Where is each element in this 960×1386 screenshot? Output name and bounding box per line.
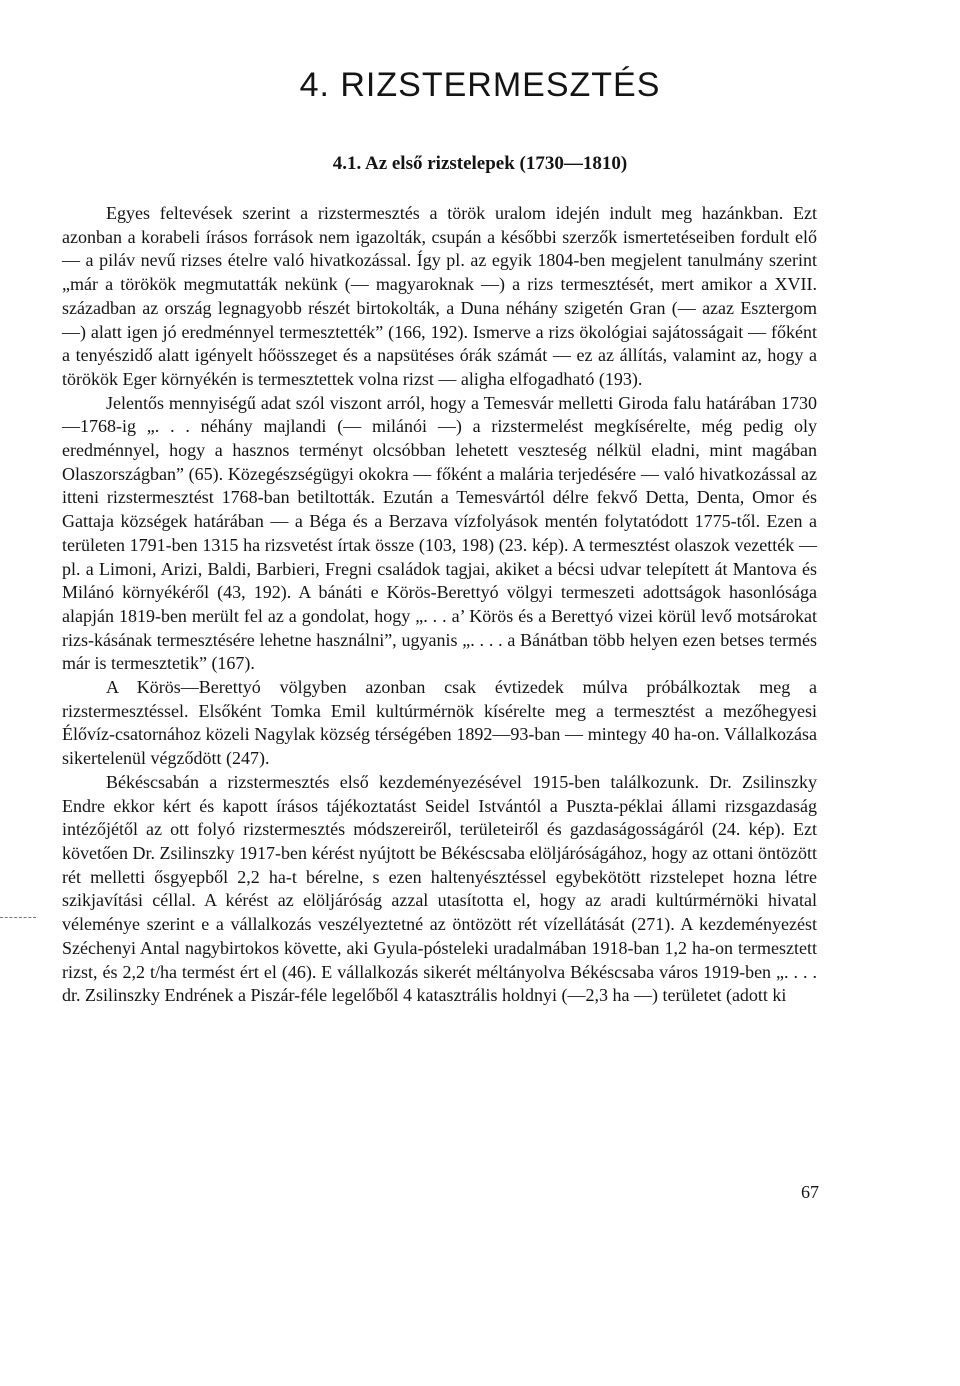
paragraph: A Körös—Berettyó völgyben azonban csak évtizedek múlva próbálkoztak meg a rizstermesztéssel. Elsőként Tomka Emil kultúrmérnök kísérelte meg a termesztést a mezőhegyesi Élővíz-csatornához közeli Nagylak község térségében 1892—93-ban — mintegy 40 ha-on. Vállalkozása sikertelenül végződött (247).: [62, 677, 817, 769]
chapter-title: 4. RIZSTERMESZTÉS: [299, 66, 661, 104]
section-title: 4.1. Az első rizstelepek (1730—1810): [332, 153, 628, 174]
paragraph: Békéscsabán a rizstermesztés első kezdeményezésével 1915-ben találkozunk. Dr. Zsilinszky Endre ekkor kért és kapott írásos tájékoztatást Seidel Istvántól a Puszta-péklai állami rizsgazdaság intézőjétől az ott folyó rizstermesztés módszereiről, területeiről és gazdaságosságáról (24. kép). Ezt követően Dr. Zsilinszky 1917-ben kérést nyújtott be Békéscsaba elöljáróságához, hogy az ottani öntözött rét melletti ősgyepből 2,2 ha-t bérelne, s ezen haltenyésztéssel egybekötött rizstelepet hozna létre szikjavítási céllal. A kérést az elöljáróság azzal utasította el, hogy az aradi kultúrmérnöki hivatal véleménye szerint e a vállalkozás veszélyeztetné az öntözött rét vízellátását (271). A kezdeményezést Széchenyi Antal nagybirtokos követte, aki Gyula-pósteleki uradalmában 1918-ban 1,2 ha-on termesztett rizst, és 2,2 t/ha termést ért el (46). E vállalkozás sikerét méltányolva Békéscsaba város 1919-ben „. . . . dr. Zsilinszky Endrének a Piszár-féle legelőből 4 katasztrális holdnyi (—2,3 ha —) területet (adott ki: [62, 771, 817, 1006]
paragraph: Egyes feltevések szerint a rizstermesztés a török uralom idején indult meg hazánkban. Ezt azonban a korabeli írásos források nem igazolták, csupán a későbbi szerzők ismertetéseiben fordult elő — a piláv nevű rizses ételre való hivatkozással. Így pl. az egyik 1804-ben megjelent tanulmány szerint „már a törökök megmutatták nekünk (— magyaroknak —) a rizs termesztését, mert amikor a XVII. században az ország legnagyobb részét birtokolták, a Duna néhány szigetén Gran (— azaz Esztergom —) alatt igen jó eredménnyel termesztették” (166, 192). Ismerve a rizs ökológiai sajátosságait — főként a tenyészidő alatt igényelt hőösszeget és a napsütéses órák számát — ez az állítás, valamint az, hogy a törökök Eger környékén is termesztettek volna rizst — aligha elfogadható (193).: [62, 203, 817, 389]
margin-mark: [0, 917, 36, 918]
body-text: [62, 202, 817, 1008]
page-number: 67: [801, 1182, 819, 1202]
paragraph: Jelentős mennyiségű adat szól viszont arról, hogy a Temesvár melletti Giroda falu határában 1730—1768-ig „. . . néhány majlandi (— milánói —) a rizstermelést megkísérelte, még pedig oly eredménnyel, hogy a hasznos terményt olcsóbban lehetett veszteség nélkül eladni, mint magában Olaszországban” (65). Közegészségügyi okokra — főként a malária terjedésére — való hivatkozással az itteni rizstermesztést 1768-ban betiltották. Ezután a Temesvártól délre fekvő Detta, Denta, Omor és Gattaja községek határában — a Béga és a Berzava vízfolyások mentén folytatódott 1775-től. Ezen a területen 1791-ben 1315 ha rizsvetést írtak össze (103, 198) (23. kép). A termesztést olaszok vezették — pl. a Limoni, Arizi, Baldi, Barbieri, Fregni családok tagjai, akiket a bécsi udvar telepített át Mantova és Milánó környékéről (43, 192). A bánáti e Körös-Berettyó völgyi termeszeti adottságok hasonlósága alapján 1819-ben merült fel az a gondolat, hogy „. . . a’ Körös és a Berettyó vizei körül levő motsárokat rizs-kásának termesztésére lehetne használni”, ugyanis „. . . . a Bánátban több helyen ezen betses termés már is termesztetik” (167).: [62, 392, 817, 674]
